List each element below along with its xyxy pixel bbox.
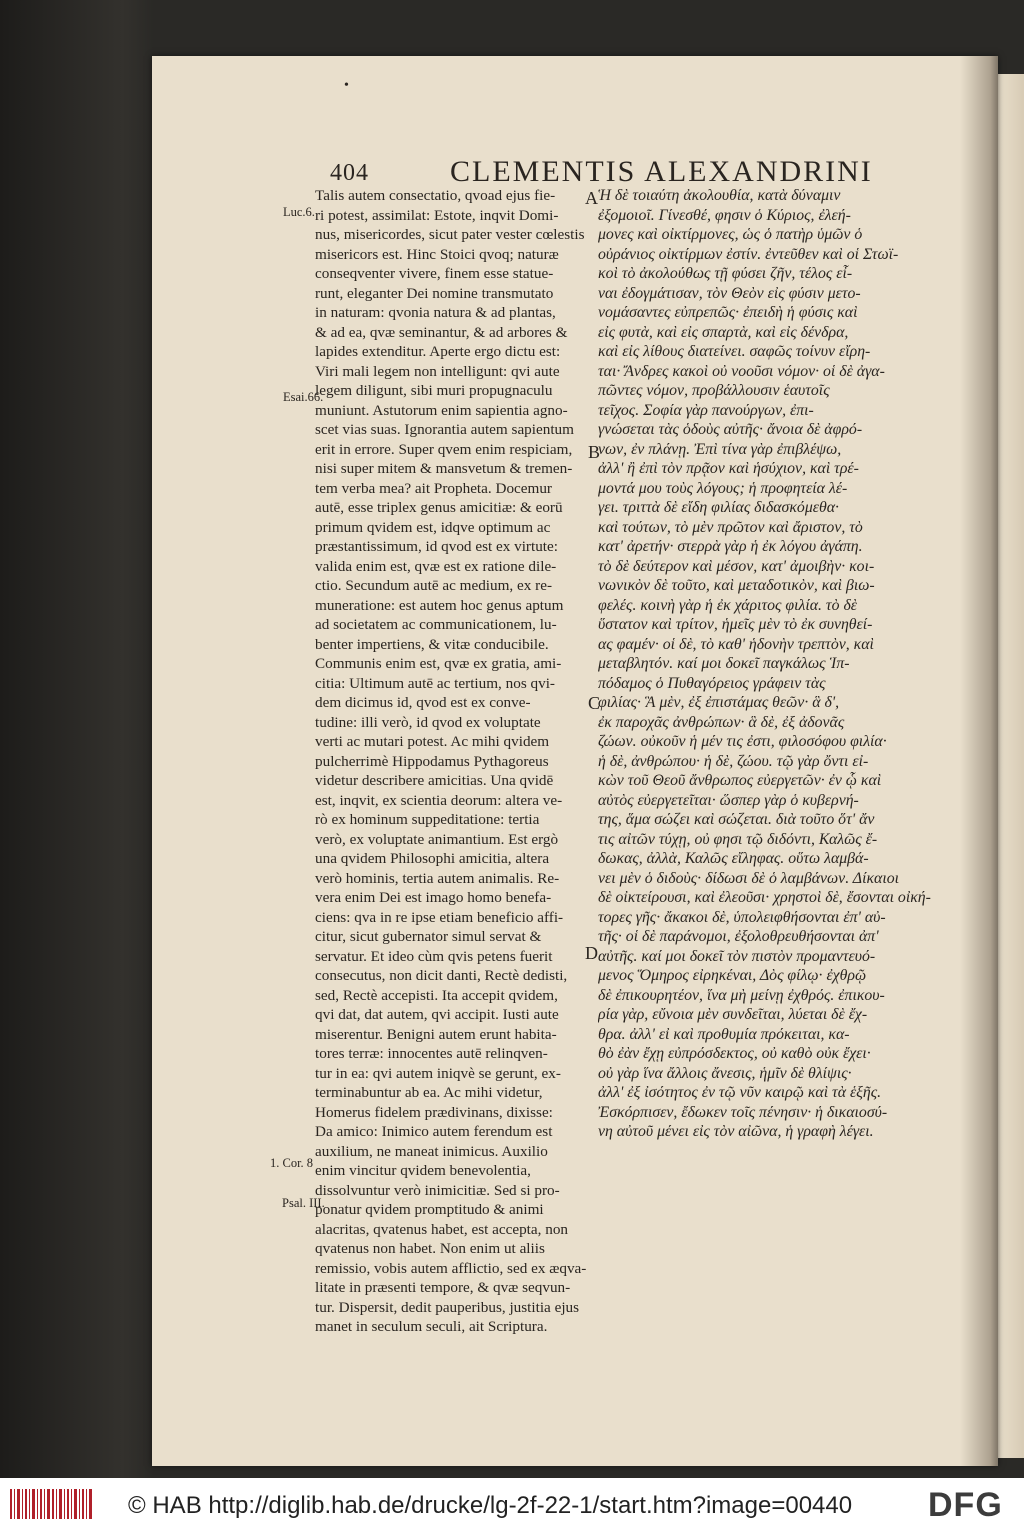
latin-text-line: litate in præsenti tempore, & qvæ seqvun- [315,1279,571,1296]
copyright-link[interactable]: © HAB http://diglib.hab.de/drucke/lg-2f-22-1/start.htm?image=00440 [128,1492,853,1519]
latin-text-line: ctio. Secundum autē ac medium, ex re- [315,577,553,594]
latin-text-line: ri potest, assimilat: Estote, inqvit Domi- [315,206,559,224]
latin-text-line: rò ex hominum suppeditatione: tertia [315,811,540,828]
greek-text-line: ἀλλ' ἢ ἐπὶ τὸν πρᾷον καὶ ἡσύχιον, καὶ τρέ- [598,460,859,477]
greek-text-line: νη αὐτοῦ μένει εἰς τὸν αἰῶνα, ἡ γραφὴ λέγει. [598,1123,874,1140]
page-number: 404 [330,160,369,186]
latin-text-line: verò, ex voluptate animantium. Est ergò [315,830,559,848]
greek-text-line: δωκας, ἀλλὰ, Καλῶς εἴληφας. οὕτω λαμβά- [598,850,869,867]
greek-text-line: ται· Ἄνδρες κακοὶ οὐ νοοῦσι νόμον· οἱ δὲ ἀγα- [598,362,885,380]
latin-text-line: remissio, vobis autem afflictio, sed ex æqva- [315,1259,587,1277]
latin-text-line: ad societatem ac communicationem, lu- [315,616,557,633]
greek-text-line: μενος Ὅμηρος εἰρηκέναι, Δὸς φίλῳ· ἐχθρῷ [598,967,867,984]
greek-text-line: φιλίας· Ἃ μὲν, ἐξ ἐπιστάμας θεῶν· ἃ δ', [598,694,840,711]
latin-text-line: tur in ea: qvi autem iniqvè se gerunt, ex- [315,1064,561,1082]
latin-text-line: Talis autem consectatio, qvoad ejus fie- [315,187,556,204]
greek-text-line: κατ' ἀρετήν· στερρὰ γὰρ ἡ ἐκ λόγου ἀγάπη. [598,538,863,555]
barcode-icon [10,1489,92,1519]
greek-text-line: θρα. ἀλλ' εἰ καὶ προθυμία πρόκειται, κα- [598,1025,850,1043]
latin-text-line: terminabuntur ab ea. Ac mihi videtur, [315,1084,543,1101]
latin-text-line: Homerus fidelem prædivinans, dixisse: [315,1103,553,1121]
latin-text-line: alacritas, qvatenus habet, est accepta, non [315,1220,569,1238]
section-letter-c: C [588,693,601,713]
latin-text-line: autē, esse triplex genus amicitiæ: & eorū [315,499,563,516]
latin-text-line: tem verba mea? ait Propheta. Docemur [315,479,552,497]
latin-text-line: sed, Rectè accepisti. Ita accepit qvidem, [315,986,558,1004]
latin-text-line: primum qvidem est, idqve optimum ac [315,518,551,536]
greek-text-line: ἐξομοιοῖ. Γίνεσθέ, φησιν ὁ Κύριος, ἐλεή- [598,206,851,224]
latin-text-line: nisi super mitem & mansvetum & tremen- [315,460,573,477]
greek-text-line: δὲ ἐπικουρητέον, ἵνα μὴ μείνῃ ἐχθρός. ἐπικου- [598,986,885,1004]
running-head: CLEMENTIS ALEXANDRINI [450,155,873,188]
greek-text-line: νει μὲν ὁ διδοὺς· δίδωσι δὲ ὁ λαμβάνων. Δίκαιοι [598,869,900,887]
greek-text-line: πῶντες νόμον, προβάλλουσιν ἑαυτοῖς [598,382,830,399]
greek-text-line: ὕστατον καὶ τρίτον, ἡμεῖς μὲν τὸ ἐκ συνηθεί- [598,616,873,633]
latin-text-line: in naturam: qvonia natura & ad plantas, [315,304,556,321]
greek-text-line: τὸ δὲ δεύτερον καὶ μέσον, κατ' ἀμοιβὴν· κοι- [598,557,875,575]
dfg-logo: DFG [928,1486,1003,1524]
latin-text-line: vera enim Dei est imago homo benefa- [315,889,552,906]
latin-text-line: citur, sicut gubernator simul servat & [315,928,542,945]
latin-text-line: nus, misericordes, sicut pater vester cœlestis [315,226,585,243]
latin-text-line: præstantissimum, id qvod est ex virtute: [315,538,558,555]
greek-text-line: τεῖχος. Σοφία γὰρ πανούργων, ἐπι- [598,401,814,419]
latin-text-line: enim vincitur qvidem benevolentia, [315,1162,531,1179]
latin-text-line: est, inqvit, ex scientia deorum: altera ve- [315,791,563,809]
latin-text-line: dem dicimus id, qvod est ex conve- [315,694,531,711]
viewer-footer [0,1478,1024,1529]
page-head-mark: • [344,78,349,93]
latin-text-line: ciens: qva in re ipse etiam beneficio affi- [315,908,564,926]
latin-text-line: tur. Dispersit, dedit pauperibus, justitia ejus [315,1298,580,1316]
greek-text-line: αὐτὸς εὐεργετεῖται· ὥσπερ γὰρ ὁ κυβερνή- [598,791,859,809]
greek-text-line: εἰς φυτὰ, καὶ εἰς σπαρτὰ, καὶ εἰς δένδρα, [598,323,849,341]
greek-text-line: Ἡ δὲ τοιαύτη ἀκολουθία, κατὰ δύναμιν [598,187,841,204]
greek-column [598,186,940,1142]
latin-text-line: misericors est. Hinc Stoici qvoq; naturæ [315,245,559,263]
section-letter-a: A [585,188,598,208]
greek-text-line: μεταβλητόν. καί μοι δοκεῖ παγκάλως Ἱπ- [598,655,850,672]
greek-text-line: ζώων. οὐκοῦν ἡ μέν τις ἐστι, φιλοσόφου φιλία· [598,733,887,750]
section-letter-d: D [585,943,598,963]
greek-text-line: δὲ οἰκτείρουσι, καὶ ἐλεοῦσι· χρηστοὶ δὲ, ἔσονται οἰκή- [598,889,931,906]
latin-text-line: ponatur qvidem promptitudo & animi [315,1201,544,1218]
greek-text-line: οὐράνιος οἰκτίρμων ἐστίν. ἐντεῦθεν καὶ οἱ Στωϊ- [598,245,899,263]
latin-text-line: conseqventer vivere, finem esse statue- [315,265,554,282]
greek-text-line: φελές. κοινὴ γὰρ ἡ ἐκ χάριτος φιλία. τὸ δὲ [598,596,858,614]
latin-text-line: muniunt. Astutorum enim sapientia agno- [315,401,568,419]
side-note-isaiah: Esai.66. [283,390,324,404]
greek-text-line: ναι ἐδογμάτισαν, τὸν Θεὸν εἰς φύσιν μετο- [598,284,861,302]
latin-text-line: tudine: illi verò, id qvod ex voluptate [315,713,541,731]
greek-text-line: αὐτῆς. καί μοι δοκεῖ τὸν πιστὸν προμαντευό- [598,947,876,965]
greek-text-line: ἡ δὲ, ἀνθρώπου· ἡ δὲ, ζώου. τῷ γὰρ ὄντι εἰ- [598,752,869,770]
latin-text-line: muneratione: est autem hoc genus aptum [315,596,564,614]
latin-text-line: pulcherrimè Hippodamus Pythagoreus [315,752,549,770]
greek-text-line: της, ἅμα σώζει καὶ σώζεται. διὰ τοῦτο ὅτ' ἄν [598,811,875,828]
side-note-psalm: Psal. III. [282,1196,325,1210]
side-note-corinthians: 1. Cor. 8 [270,1156,314,1170]
latin-text-line: Viri mali legem non intelligunt: qvi aute [315,362,560,380]
latin-text-line: scet vias suas. Ignorantia autem sapientum [315,421,574,438]
latin-text-line: dissolvuntur verò inimicitiæ. Sed si pro- [315,1181,560,1199]
greek-text-line: Ἐσκόρπισεν, ἔδωκεν τοῖς πένησιν· ἡ δικαιοσύ- [598,1103,888,1121]
greek-text-line: ἐκ παροχᾶς ἀνθρώπων· ἃ δὲ, ἐξ ἀδονᾶς [598,713,845,731]
latin-text-line: citia: Ultimum autē ac tertium, nos qvi- [315,674,555,692]
section-letter-b: B [588,442,601,462]
latin-text-line: tores terræ: innocentes autē relinqven- [315,1045,548,1062]
greek-text-line: κὼν τοῦ Θεοῦ ἄνθρωπος εὐεργετῶν· ἐν ᾧ καὶ [598,772,882,789]
side-note-luke: Luc.6. [283,205,315,219]
greek-text-line: νων, ἐν πλάνῃ. Ἐπὶ τίνα γὰρ ἐπιβλέψω, [598,440,842,458]
greek-text-line: ρία γὰρ, εὔνοια μὲν συνδεῖται, λύεται δὲ ἔχ- [598,1006,868,1023]
latin-text-line: benter impertiens, & vitæ conducibile. [315,635,549,653]
latin-text-line: qvi dat, dat autem, qvi accipit. Iusti aute [315,1006,559,1023]
latin-text-line: Communis enim est, qvæ ex gratia, ami- [315,655,562,672]
latin-text-line: qvatenus non habet. Non enim ut aliis [315,1240,545,1257]
greek-text-line: θὸ ἐὰν ἔχῃ εὐπρόσδεκτος, οὐ καθὸ οὐκ ἔχει· [598,1045,871,1062]
latin-text-line: Da amico: Inimico autem ferendum est [315,1123,553,1140]
greek-text-line: καὶ εἰς λίθους διατείνει. σαφῶς τοίνυν εἴρη- [598,343,871,360]
gutter-shadow [960,56,998,1466]
latin-text-line: erit in errore. Super qvem enim respiciam, [315,440,573,458]
greek-text-line: μοντά μου τοὺς λόγους; ἡ προφητεία λέ- [598,479,848,497]
latin-text-line: auxilium, ne maneat inimicus. Auxilio [315,1142,548,1160]
greek-text-line: γνώσεται τὰς ὁδοὺς αὐτῆς· ἄνοια δὲ ἀφρό- [598,421,863,438]
latin-column [315,186,587,1337]
greek-text-line: ἀλλ' ἐξ ἰσότητος ἐν τῷ νῦν καιρῷ καὶ τὰ ἑξῆς. [598,1084,882,1101]
latin-text-line: verò hominis, tertia autem animalis. Re- [315,869,560,887]
greek-text-line: τις αἰτῶν τύχῃ, οὐ φησι τῷ διδόντι, Καλῶς ἔ- [598,830,878,848]
greek-text-line: πόδαμος ὁ Πυθαγόρειος γράφειν τὰς [598,674,826,692]
greek-text-line: νωνικὸν δὲ τοῦτο, καὶ μεταδοτικὸν, καὶ βιω- [598,577,875,594]
greek-text-line: γει. τριττὰ δὲ εἴδη φιλίας διδασκόμεθα· [598,499,839,516]
greek-text-line: μονες καὶ οἰκτίρμονες, ὡς ὁ πατὴρ ὑμῶν ὁ [598,226,863,243]
greek-text-line: τῆς· οἱ δὲ παράνομοι, ἐξολοθρευθήσονται ἀπ' [598,928,879,945]
greek-text-line: καὶ τούτων, τὸ μὲν πρῶτον καὶ ἄριστον, τὸ [598,518,863,536]
latin-text-line: manet in seculum seculi, ait Scriptura. [315,1318,548,1335]
latin-text-line: consecutus, non dicit danti, Rectè dedisti, [315,967,568,984]
latin-text-line: legem diligunt, sibi muri propugnaculu [315,382,553,399]
greek-text-line: κοὶ τὸ ἀκολούθως τῇ φύσει ζῆν, τέλος εἶ- [598,265,853,282]
greek-text-line: ας φαμέν· οἱ δὲ, τὸ καθ' ἡδονὴν τρεπτὸν, καὶ [598,635,874,653]
latin-text-line: lapides extenditur. Aperte ergo dictu est: [315,343,561,360]
latin-text-line: una qvidem Philosophi amicitia, altera [315,850,550,867]
latin-text-line: & ad ea, qvæ seminantur, & ad arbores & [315,323,568,341]
latin-text-line: verti ac mutari potest. Ac mihi qvidem [315,733,550,750]
greek-text-line: τορες γῆς· ἄκακοι δὲ, ὑπολειφθήσονται ἐπ' αὐ- [598,908,886,926]
latin-text-line: runt, eleganter Dei nomine transmutato [315,284,554,302]
latin-text-line: miserentur. Benigni autem erunt habita- [315,1025,557,1043]
latin-text-line: servatur. Et ideo cùm qvis petens fuerit [315,947,553,965]
greek-text-line: οὐ γὰρ ἵνα ἄλλοις ἄνεσις, ἡμῖν δὲ θλίψις· [598,1064,852,1082]
greek-text-line: νομάσαντες εὐπρεπῶς· ἐπειδὴ ἡ φύσις καὶ [598,304,858,321]
latin-text-line: videtur describere amicitias. Una qvidē [315,772,554,789]
latin-text-line: valida enim est, qvæ est ex ratione dile- [315,557,557,575]
